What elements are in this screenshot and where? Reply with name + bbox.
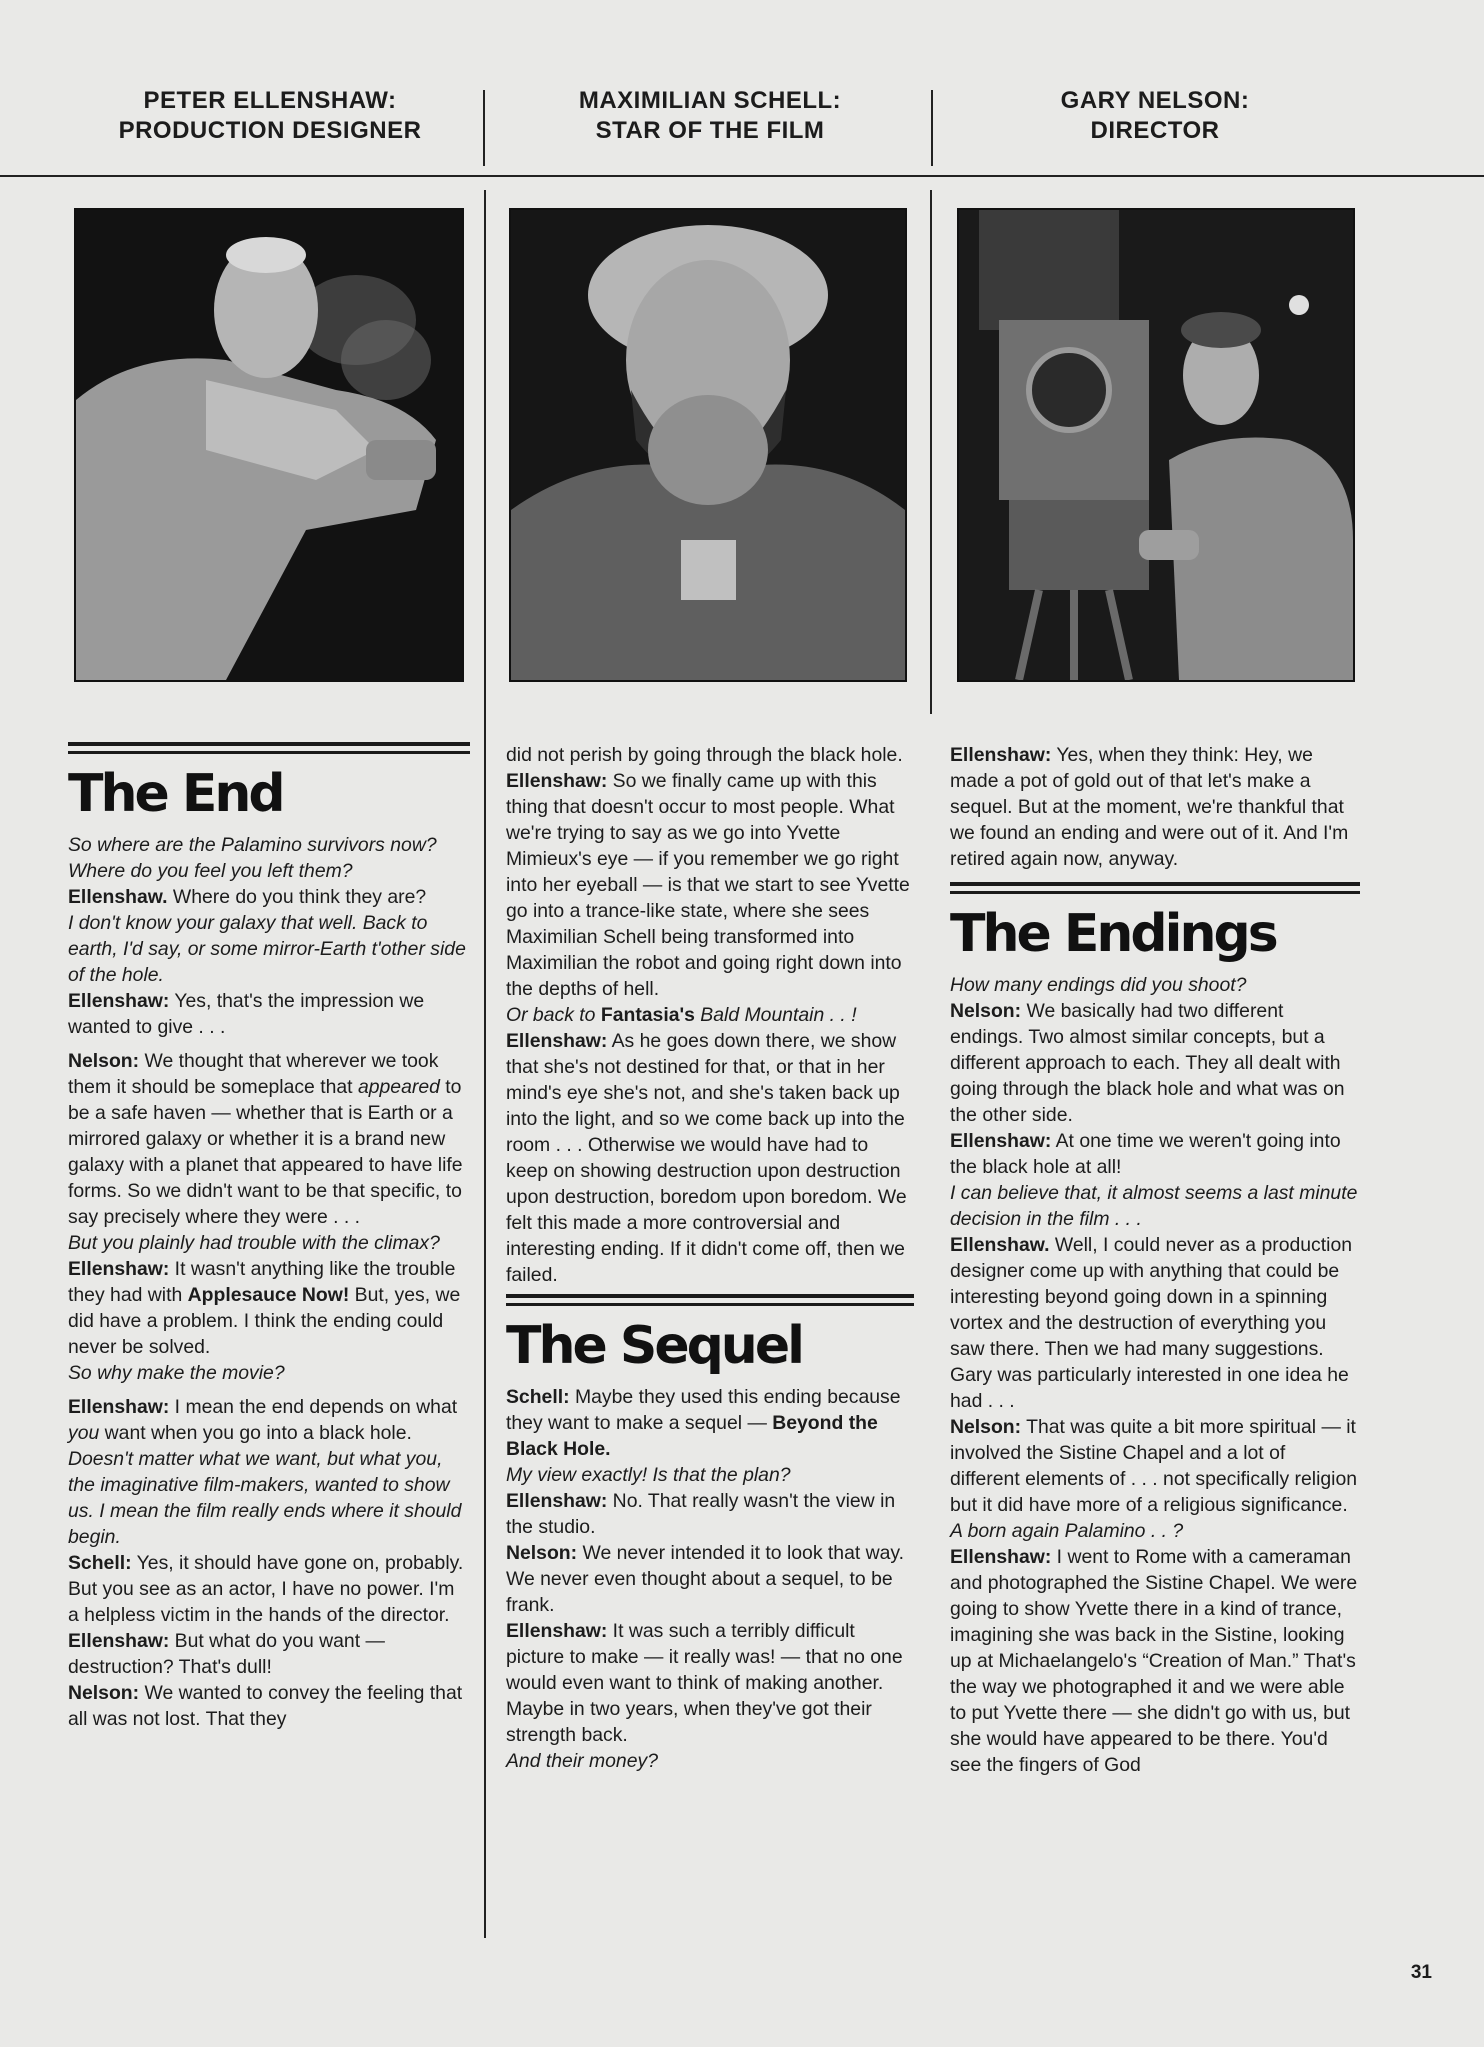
speaker: Nelson: xyxy=(68,1682,140,1704)
question: But you plainly had trouble with the climax? xyxy=(68,1232,440,1254)
ellenshaw-photo xyxy=(74,208,464,682)
header-role: PRODUCTION DESIGNER xyxy=(118,117,422,144)
answer: Ellenshaw: It wasn't anything like the trouble they had with Applesauce Now! But, yes, we did have a problem. I think the ending could never be solved. xyxy=(68,1258,461,1358)
section-title-the-endings: The Endings xyxy=(950,904,1276,964)
nelson-photo xyxy=(957,208,1355,682)
answer: did not perish by going through the black hole. xyxy=(506,744,903,766)
header-name: MAXIMILIAN SCHELL: xyxy=(578,87,842,114)
answer: Schell: Maybe they used this ending because they want to make a sequel — Beyond the Black Hole. xyxy=(506,1386,901,1460)
speaker: Ellenshaw: xyxy=(506,1620,608,1642)
header-ellenshaw xyxy=(70,86,470,146)
speaker: Ellenshaw: xyxy=(68,990,170,1012)
question: A born again Palamino . . ? xyxy=(950,1520,1184,1542)
film-title: Beyond the Black Hole. xyxy=(506,1412,878,1460)
question: Doesn't matter what we want, but what you, the imaginative film-makers, wanted to show us. I mean the film really ends where it should begin. xyxy=(68,1448,462,1548)
answer: Ellenshaw: No. That really wasn't the view in the studio. xyxy=(506,1490,896,1538)
film-title: Fantasia's xyxy=(600,1004,695,1026)
header-divider xyxy=(931,90,933,166)
speaker: Ellenshaw. xyxy=(68,886,168,908)
answer: Nelson: We thought that wherever we took them it should be someplace that appeared to be a safe haven — whether that is Earth or a mirrored galaxy or whether it is a brand new galaxy with a planet that appeared to have life forms. So we didn't want to be that specific, to say precisely where they were . . . xyxy=(68,1050,463,1228)
speaker: Ellenshaw: xyxy=(68,1630,170,1652)
question: How many endings did you shoot? xyxy=(950,974,1247,996)
header-rule xyxy=(0,175,1484,177)
answer: Schell: Yes, it should have gone on, probably. But you see as an actor, I have no power. I'm a helpless victim in the hands of the director. xyxy=(68,1552,464,1626)
answer: Ellenshaw: Yes, when they think: Hey, we made a pot of gold out of that let's make a sequel. But at the moment, we're thankful that we found an ending and were out of it. And I'm retired again now, anyway. xyxy=(950,744,1349,870)
speaker: Nelson: xyxy=(950,1416,1022,1438)
answer: Ellenshaw: I mean the end depends on what you want when you go into a black hole. xyxy=(68,1396,458,1444)
speaker: Ellenshaw: xyxy=(950,1130,1052,1152)
film-title: Applesauce Now! xyxy=(187,1284,350,1306)
question: I can believe that, it almost seems a last minute decision in the film . . . xyxy=(950,1182,1358,1230)
question: My view exactly! Is that the plan? xyxy=(506,1464,791,1486)
section-rule xyxy=(506,1294,914,1306)
header-name: GARY NELSON: xyxy=(1060,87,1250,114)
speaker: Ellenshaw: xyxy=(950,1546,1052,1568)
header-schell xyxy=(500,86,920,146)
header-nelson xyxy=(945,86,1365,146)
answer: Ellenshaw. Well, I could never as a production designer come up with anything that could be interesting beyond going down in a spinning vortex and the destruction of everything you saw there. Then we had many suggestions. Gary was particularly interested in one idea he had . . . xyxy=(950,1234,1353,1412)
section-title-the-sequel: The Sequel xyxy=(506,1316,802,1376)
question: And their money? xyxy=(506,1750,658,1772)
answer: Ellenshaw. Where do you think they are? xyxy=(68,886,427,908)
answer: Ellenshaw: But what do you want — destruction? That's dull! xyxy=(68,1630,385,1678)
header-divider xyxy=(483,90,485,166)
speaker: Ellenshaw: xyxy=(506,770,608,792)
speaker: Nelson: xyxy=(68,1050,140,1072)
header-role: DIRECTOR xyxy=(1090,117,1220,144)
answer: Nelson: That was quite a bit more spiritual — it involved the Sistine Chapel and a lot of different elements of . . . not specifically religion but it did have more of a religious significance. xyxy=(950,1416,1358,1516)
question: So why make the movie? xyxy=(68,1362,285,1384)
answer: Ellenshaw: At one time we weren't going into the black hole at all! xyxy=(950,1130,1341,1178)
question: I don't know your galaxy that well. Back to earth, I'd say, or some mirror-Earth t'other side of the hole. xyxy=(68,912,466,986)
column-divider xyxy=(930,190,932,714)
answer: Nelson: We basically had two different endings. Two almost similar concepts, but a different approach to each. They all dealt with going through the black hole and what was on the other side. xyxy=(950,1000,1345,1126)
answer: Nelson: We never intended it to look that way. We never even thought about a sequel, to be frank. xyxy=(506,1542,905,1616)
speaker: Ellenshaw: xyxy=(68,1258,170,1280)
speaker: Nelson: xyxy=(506,1542,578,1564)
question: So where are the Palamino survivors now? Where do you feel you left them? xyxy=(68,834,437,882)
speaker: Nelson: xyxy=(950,1000,1022,1022)
speaker: Schell: xyxy=(506,1386,570,1408)
speaker: Ellenshaw: xyxy=(950,744,1052,766)
speaker: Ellenshaw: xyxy=(68,1396,170,1418)
answer: Ellenshaw: It was such a terribly difficult picture to make — it really was! — that no one would even want to think of making another. Maybe in two years, when they've got their strength back. xyxy=(506,1620,903,1746)
speaker: Ellenshaw: xyxy=(506,1490,608,1512)
section-rule xyxy=(950,882,1360,894)
question: Or back to Fantasia's Bald Mountain . . ! xyxy=(506,1004,857,1026)
header-name: PETER ELLENSHAW: xyxy=(143,87,397,114)
schell-photo xyxy=(509,208,907,682)
column-3 xyxy=(950,742,1360,1778)
column-2 xyxy=(506,742,914,1774)
speaker: Ellenshaw. xyxy=(950,1234,1050,1256)
section-title-the-end: The End xyxy=(68,764,283,824)
answer: Ellenshaw: Yes, that's the impression we wanted to give . . . xyxy=(68,990,425,1038)
speaker: Schell: xyxy=(68,1552,132,1574)
header-role: STAR OF THE FILM xyxy=(595,117,825,144)
answer: Ellenshaw: I went to Rome with a cameraman and photographed the Sistine Chapel. We were going to show Yvette there in a kind of trance, imagining she was back in the Sistine, looking up at Michaelangelo's “Creation of Man.” That's the way we photographed it and we were able to put Yvette there — she didn't go with us, but she would have appeared to be there. You'd see the fingers of God xyxy=(950,1546,1358,1776)
answer: Ellenshaw: As he goes down there, we show that she's not destined for that, or that in her mind's eye she's not, and she's taken back up into the light, and so we come back up into the room . . . Otherwise we would have had to keep on showing destruction upon destruction upon destruction, boredom upon boredom. We felt this made a more controversial and interesting ending. If it didn't come off, then we failed. xyxy=(506,1030,907,1286)
column-1 xyxy=(68,742,470,1732)
page-number: 31 xyxy=(1410,1962,1432,1983)
answer: Ellenshaw: So we finally came up with this thing that doesn't occur to most people. What we're trying to say as we go into Yvette Mimieux's eye — if you remember we go right into her eyeball — is that we start to see Yvette go into a trance-like state, where she sees Maximilian Schell being transformed into Maximilian the robot and going right down into the depths of hell. xyxy=(506,770,910,1000)
section-rule xyxy=(68,742,470,754)
column-divider xyxy=(484,190,486,1938)
answer: Nelson: We wanted to convey the feeling that all was not lost. That they xyxy=(68,1682,463,1730)
speaker: Ellenshaw: xyxy=(506,1030,608,1052)
